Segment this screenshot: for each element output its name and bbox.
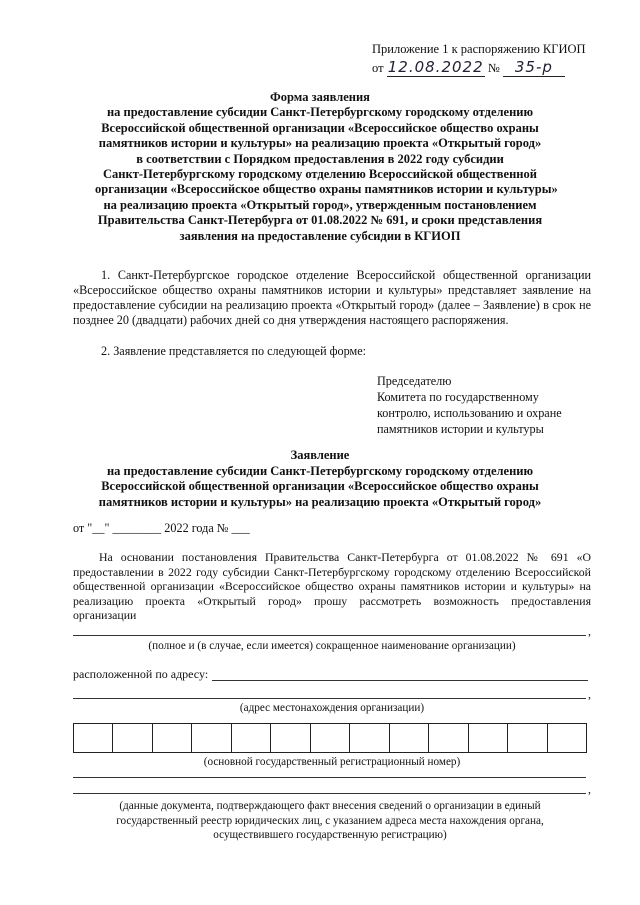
form-title [95, 90, 558, 244]
form-title-line: Санкт-Петербургскому городскому отделению Всероссийской общественной [103, 167, 537, 182]
item-2-paragraph [73, 344, 591, 359]
handwritten-number: 35-р [503, 58, 565, 77]
ogrn-grid[interactable] [73, 723, 587, 753]
application-title-line: Всероссийской общественной организации «Всероссийское общество охраны [101, 479, 539, 494]
ogrn-digit-cell[interactable] [113, 724, 152, 752]
ogrn-digit-cell[interactable] [311, 724, 350, 752]
ogrn-digit-cell[interactable] [350, 724, 389, 752]
address-comma: , [588, 687, 591, 701]
order-date-number [372, 58, 565, 77]
item-2-text: 2. Заявление представляется по следующей форме: [101, 344, 367, 358]
recipient-line: Комитета по государственному [377, 390, 539, 404]
number-prefix: № [487, 61, 500, 75]
form-title-line: Форма заявления [270, 90, 370, 104]
address-line-1[interactable] [212, 680, 588, 681]
ogrn-digit-cell[interactable] [74, 724, 113, 752]
recipient-line: Председателю [377, 374, 452, 388]
recipient-line: контролю, использованию и охране [377, 406, 562, 420]
form-title-line: заявления на предоставление субсидии в КГИОП [179, 228, 461, 243]
ogrn-digit-cell[interactable] [469, 724, 508, 752]
form-title-line: в соответствии с Порядком предоставления в 2022 году субсидии [136, 151, 504, 166]
basis-paragraph [73, 550, 591, 623]
doc-line-2[interactable] [73, 793, 586, 794]
org-name-caption: (полное и (в случае, если имеется) сокращенное наименование организации) [148, 640, 516, 652]
ogrn-caption: (основной государственный регистрационный номер) [203, 756, 461, 768]
form-title-line: организации «Всероссийское общество охраны памятников истории и культуры» [95, 182, 558, 197]
org-name-comma: , [588, 624, 591, 638]
application-title-line: Заявление [290, 448, 350, 462]
form-title-line: на предоставление субсидии Санкт-Петербургскому городскому отделению [106, 105, 534, 120]
application-title-line: на предоставление субсидии Санкт-Петербургскому городскому отделению [106, 463, 534, 478]
from-prefix: от [372, 61, 384, 75]
annex-reference: Приложение 1 к распоряжению КГИОП [372, 42, 586, 56]
basis-text: На основании постановления Правительства Санкт-Петербурга от 01.08.2022 № 691 «О предоставлении в 2022 году субсидии Санкт-Петербургскому городскому отделению Всероссийской общественной организации «Всероссийское общество охраны памятников истории и культуры» на реализацию проекта «Открытый город» прошу рассмотреть возможность предоставления организации [73, 550, 591, 623]
form-title-line: Правительства Санкт-Петербурга от 01.08.2022 № 691, и сроки представления [97, 213, 543, 228]
ogrn-digit-cell[interactable] [271, 724, 310, 752]
form-title-line: на реализацию проекта «Открытый город», утвержденным постановлением [103, 197, 537, 212]
form-title-line: Всероссийской общественной организации «Всероссийское общество охраны [101, 120, 539, 135]
doc-caption: (данные документа, подтверждающего факт внесения сведений о организации в единый государственный реестр юридических лиц, с указанием адреса места нахождения органа, осуществившего государственную регистрацию) [116, 800, 544, 841]
address-label: расположенной по адресу: [73, 667, 209, 681]
address-line-2[interactable] [73, 698, 586, 699]
doc-comma: , [588, 782, 591, 796]
ogrn-digit-cell[interactable] [429, 724, 468, 752]
address-caption: (адрес местонахождения организации) [239, 702, 425, 714]
ogrn-digit-cell[interactable] [153, 724, 192, 752]
ogrn-digit-cell[interactable] [232, 724, 271, 752]
item-1-text: 1. Санкт-Петербургское городское отделение Всероссийской общественной организации «Всероссийское общество охраны памятников истории и культуры» представляет заявление на предоставление субсидии на реализацию проекта «Открытый город» (далее – Заявление) в срок не позднее 20 (двадцати) рабочих дней со дня утверждения настоящего распоряжения. [73, 268, 591, 327]
application-title-line: памятников истории и культуры» на реализацию проекта «Открытый город» [98, 494, 542, 509]
recipient-line: памятников истории и культуры [377, 422, 544, 436]
application-date-line: от "__" ________ 2022 года № ___ [73, 521, 250, 535]
ogrn-digit-cell[interactable] [192, 724, 231, 752]
recipient-block [377, 373, 562, 437]
handwritten-date: 12.08.2022 [387, 58, 484, 76]
ogrn-digit-cell[interactable] [390, 724, 429, 752]
form-title-line: памятников истории и культуры» на реализацию проекта «Открытый город» [98, 136, 542, 151]
application-title [85, 448, 555, 510]
org-name-line[interactable] [73, 635, 586, 636]
item-1-paragraph [73, 268, 591, 328]
ogrn-digit-cell[interactable] [508, 724, 547, 752]
doc-line-1[interactable] [73, 777, 586, 778]
ogrn-digit-cell[interactable] [548, 724, 586, 752]
